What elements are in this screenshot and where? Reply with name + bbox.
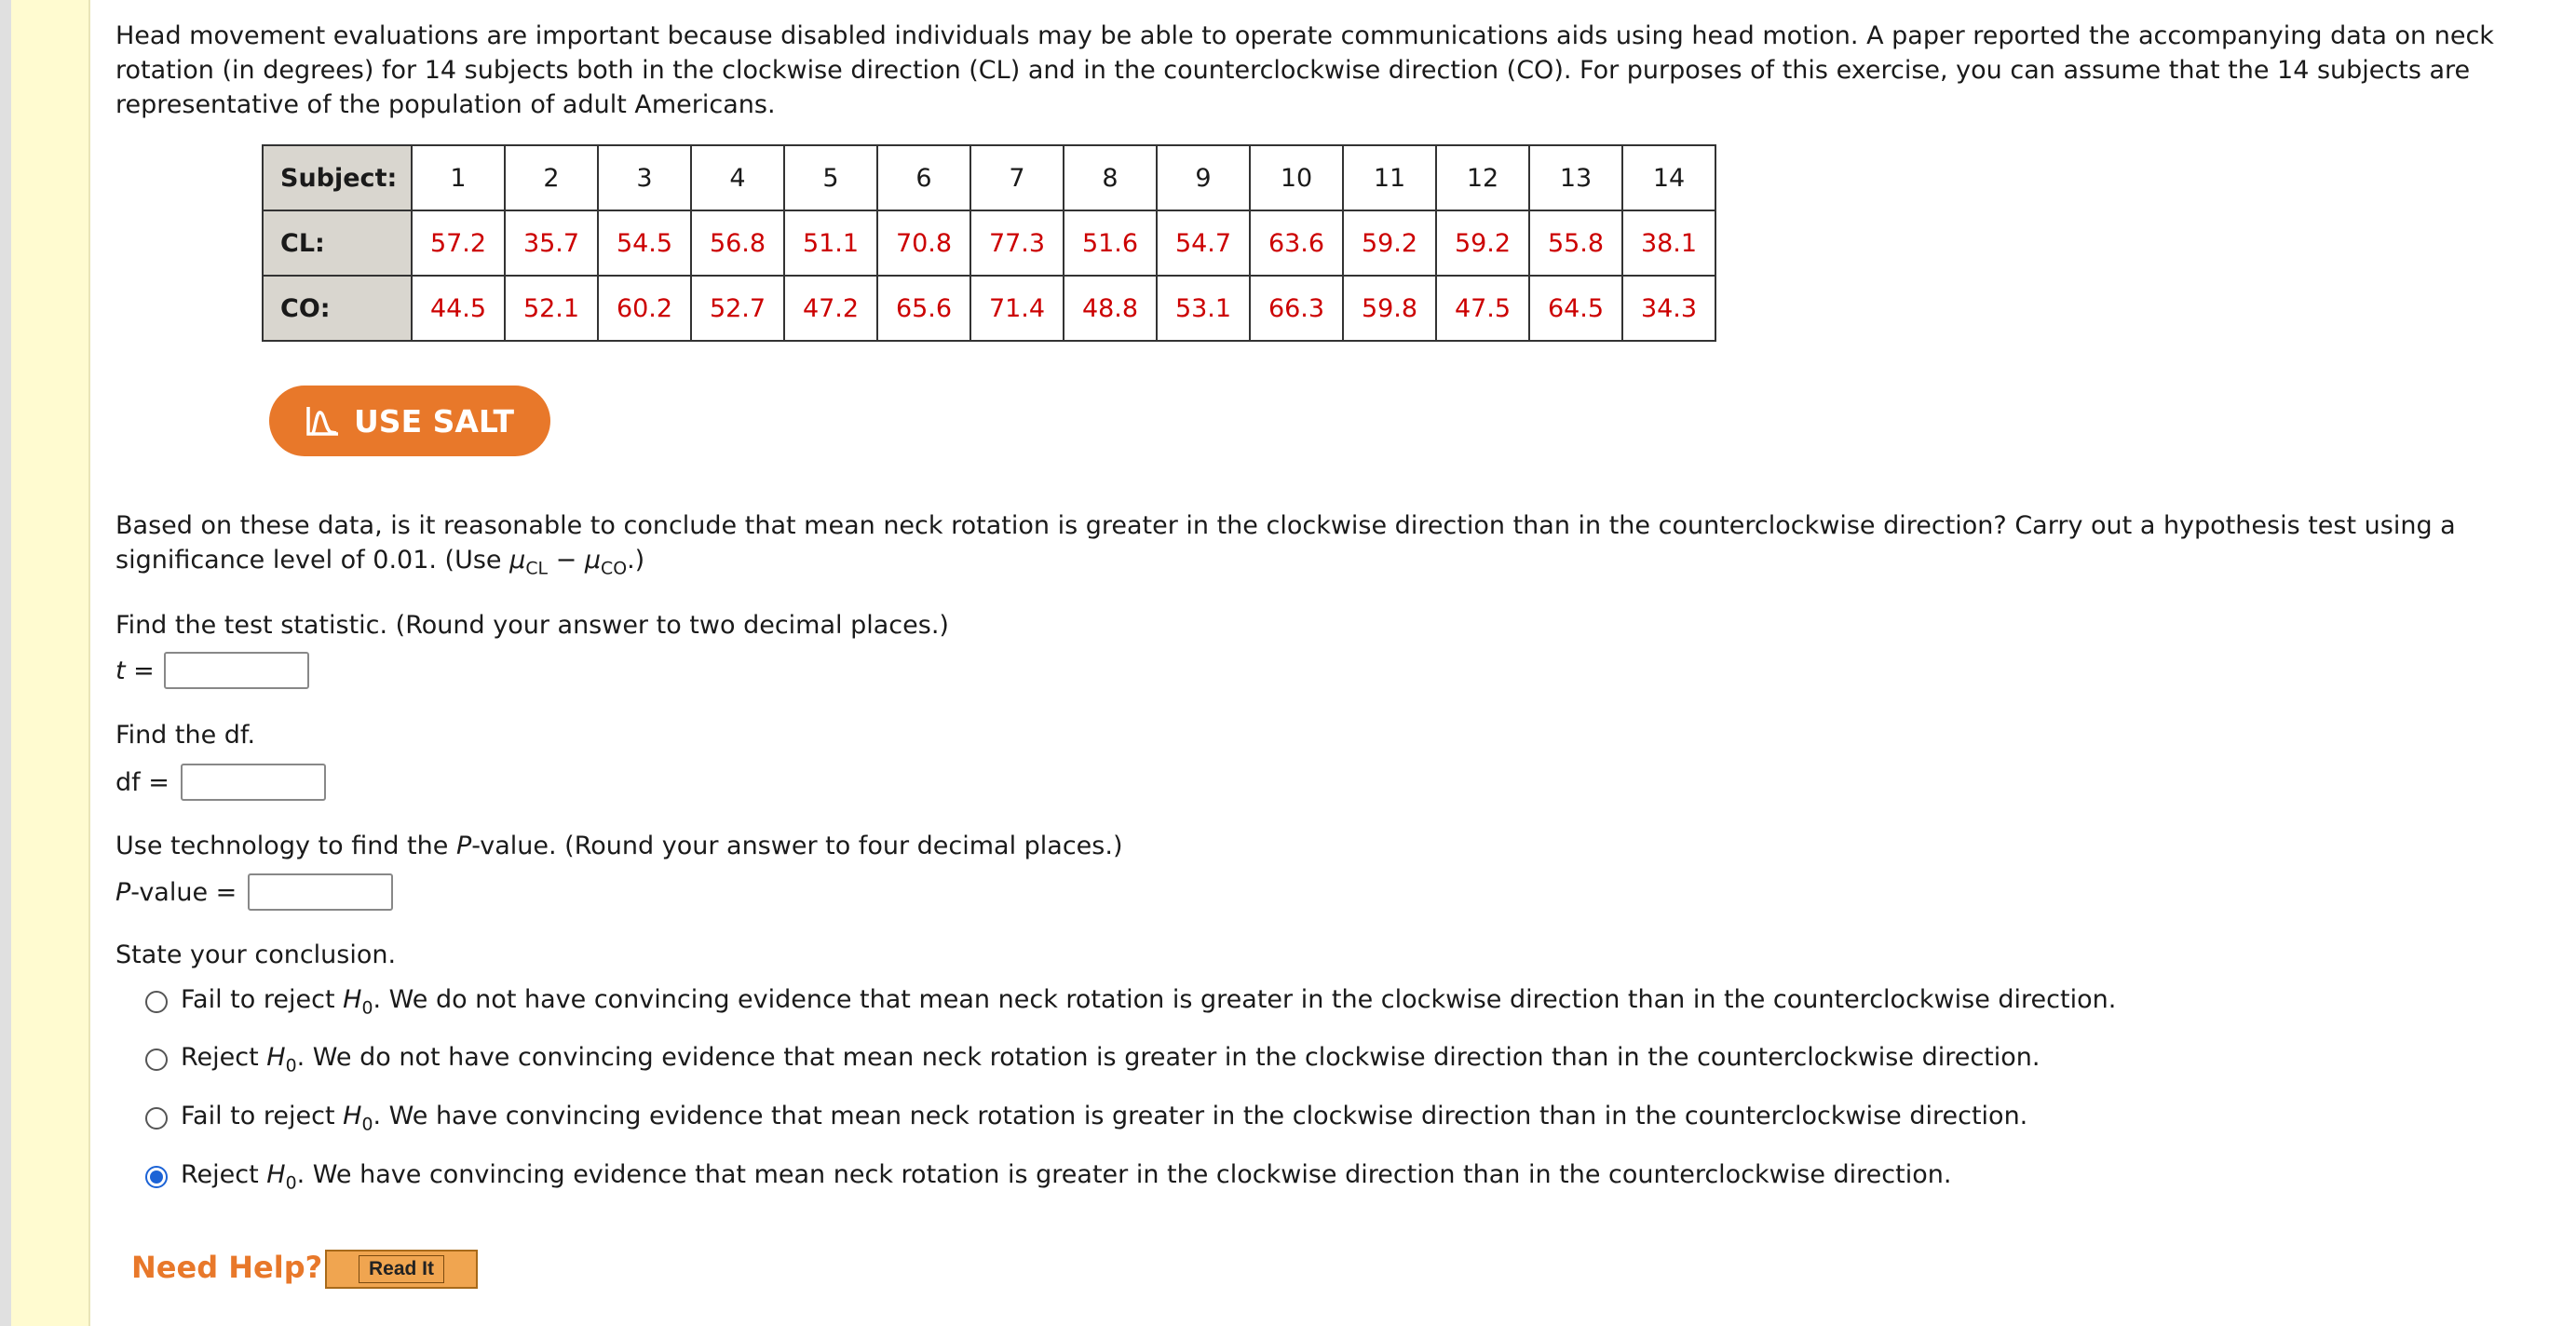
cl-row (263, 210, 1715, 276)
pvalue-prompt-post: -value. (Round your answer to four decimal places.) (471, 832, 1123, 860)
co-row-label: CO: (263, 276, 412, 341)
subject-row (263, 145, 1715, 210)
option-body: . We have convincing evidence that mean neck rotation is greater in the clockwise direction than in the counterclockwise direction. (373, 1102, 2028, 1130)
pvalue-prompt-p: P (455, 832, 472, 860)
co-cell: 59.8 (1343, 276, 1436, 341)
cl-cell: 70.8 (877, 210, 970, 276)
co-cell: 66.3 (1250, 276, 1343, 341)
minus-sign: − (555, 546, 577, 575)
cl-cell: 59.2 (1436, 210, 1529, 276)
co-cell: 47.2 (784, 276, 877, 341)
co-row (263, 276, 1715, 341)
intro-paragraph: Head movement evaluations are important because disabled individuals may be able to operate communications aids using head motion. A paper reported the accompanying data on neck rotation (in degrees) for 14 subjects both in the clockwise direction (CL) and in the counterclockwise direction (CO). For purposes of this exercise, you can assume that the 14 subjects are representative of the population of adult Americans. (115, 21, 2494, 119)
radio-button[interactable] (145, 1107, 168, 1130)
subject-cell: 7 (970, 145, 1064, 210)
co-cell: 34.3 (1622, 276, 1715, 341)
salt-chart-icon (305, 405, 341, 437)
option-body: . We do not have convincing evidence that mean neck rotation is greater in the clockwise direction than in the counterclockwise direction. (373, 985, 2117, 1014)
need-help-label: Need Help? (131, 1250, 323, 1285)
pvalue-prompt-pre: Use technology to find the (115, 832, 456, 860)
co-cell: 52.1 (505, 276, 598, 341)
co-cell: 48.8 (1064, 276, 1157, 341)
option-text (181, 1160, 1951, 1193)
option-sub: 0 (285, 1172, 297, 1194)
use-salt-label: USE SALT (354, 402, 514, 440)
subject-cell: 12 (1436, 145, 1529, 210)
co-cell: 64.5 (1529, 276, 1622, 341)
pvalue-prompt (115, 829, 2556, 863)
subject-cell: 3 (598, 145, 691, 210)
df-label: df = (115, 767, 169, 797)
pvalue-input[interactable] (248, 873, 393, 911)
co-cell: 71.4 (970, 276, 1064, 341)
mu-co-symbol: μ (584, 546, 602, 575)
pvalue-label-p: P (115, 877, 131, 907)
question-side-strip (11, 0, 90, 1326)
subject-cell: 14 (1622, 145, 1715, 210)
conclusion-option-4[interactable] (145, 1160, 1951, 1193)
cl-cell: 77.3 (970, 210, 1064, 276)
test-stat-input[interactable] (164, 652, 309, 689)
cl-cell: 51.6 (1064, 210, 1157, 276)
option-text (181, 1102, 2027, 1134)
df-input[interactable] (181, 764, 326, 801)
cl-cell: 54.7 (1157, 210, 1250, 276)
cl-cell: 51.1 (784, 210, 877, 276)
option-sub: 0 (285, 1055, 297, 1076)
subject-cell: 1 (412, 145, 505, 210)
subject-cell: 10 (1250, 145, 1343, 210)
subject-cell: 4 (691, 145, 784, 210)
subject-cell: 11 (1343, 145, 1436, 210)
co-cell: 44.5 (412, 276, 505, 341)
df-prompt: Find the df. (115, 721, 256, 750)
co-cell: 60.2 (598, 276, 691, 341)
mu-cl-subscript: CL (525, 558, 549, 579)
radio-button[interactable] (145, 991, 168, 1013)
test-stat-prompt: Find the test statistic. (Round your answer to two decimal places.) (115, 611, 949, 640)
option-lead: Fail to reject (181, 985, 344, 1014)
cl-cell: 56.8 (691, 210, 784, 276)
mu-cl-symbol: μ (509, 546, 526, 575)
option-lead: Reject (181, 1043, 267, 1072)
pvalue-label-rest: -value = (130, 877, 237, 907)
left-edge-bar (0, 0, 11, 1326)
conclusion-option-2[interactable] (145, 1043, 2040, 1076)
option-text (181, 1043, 2040, 1076)
co-cell: 52.7 (691, 276, 784, 341)
pvalue-row (115, 873, 393, 911)
option-sub: 0 (361, 1114, 373, 1135)
option-text (181, 985, 2116, 1018)
subject-cell: 6 (877, 145, 970, 210)
cl-cell: 35.7 (505, 210, 598, 276)
conclusion-option-1[interactable] (145, 985, 2116, 1018)
option-body: . We do not have convincing evidence that mean neck rotation is greater in the clockwise direction than in the counterclockwise direction. (296, 1043, 2040, 1072)
question-body: Based on these data, is it reasonable to conclude that mean neck rotation is greater in the clockwise direction than in the counterclockwise direction? Carry out a hypothesis test using a significance level of 0.01. (Use (115, 511, 2456, 575)
cl-cell: 38.1 (1622, 210, 1715, 276)
co-cell: 47.5 (1436, 276, 1529, 341)
conclusion-prompt: State your conclusion. (115, 940, 397, 969)
question-end: .) (627, 546, 645, 575)
cl-row-label: CL: (263, 210, 412, 276)
subject-cell: 9 (1157, 145, 1250, 210)
mu-co-subscript: CO (601, 558, 628, 579)
cl-cell: 63.6 (1250, 210, 1343, 276)
test-stat-label: t = (115, 656, 155, 685)
cl-cell: 55.8 (1529, 210, 1622, 276)
subject-cell: 5 (784, 145, 877, 210)
radio-button-selected[interactable] (145, 1166, 168, 1188)
subject-row-label: Subject: (263, 145, 412, 210)
question-text (115, 508, 2556, 586)
option-lead: Fail to reject (181, 1102, 344, 1130)
radio-button[interactable] (145, 1049, 168, 1071)
co-cell: 53.1 (1157, 276, 1250, 341)
conclusion-option-3[interactable] (145, 1102, 2027, 1134)
use-salt-button[interactable] (269, 386, 550, 456)
option-h: H (266, 1160, 286, 1189)
subject-cell: 8 (1064, 145, 1157, 210)
subject-cell: 13 (1529, 145, 1622, 210)
option-h: H (343, 985, 362, 1014)
df-row (115, 764, 326, 801)
test-stat-row (115, 652, 309, 689)
option-h: H (343, 1102, 362, 1130)
cl-cell: 59.2 (1343, 210, 1436, 276)
subject-cell: 2 (505, 145, 598, 210)
co-cell: 65.6 (877, 276, 970, 341)
read-it-label: Read It (359, 1255, 444, 1283)
option-lead: Reject (181, 1160, 267, 1189)
neck-rotation-table (262, 144, 1716, 342)
option-h: H (266, 1043, 286, 1072)
option-body: . We have convincing evidence that mean neck rotation is greater in the clockwise direction than in the counterclockwise direction. (296, 1160, 1952, 1189)
read-it-button[interactable] (325, 1250, 478, 1289)
option-sub: 0 (361, 997, 373, 1019)
cl-cell: 54.5 (598, 210, 691, 276)
cl-cell: 57.2 (412, 210, 505, 276)
